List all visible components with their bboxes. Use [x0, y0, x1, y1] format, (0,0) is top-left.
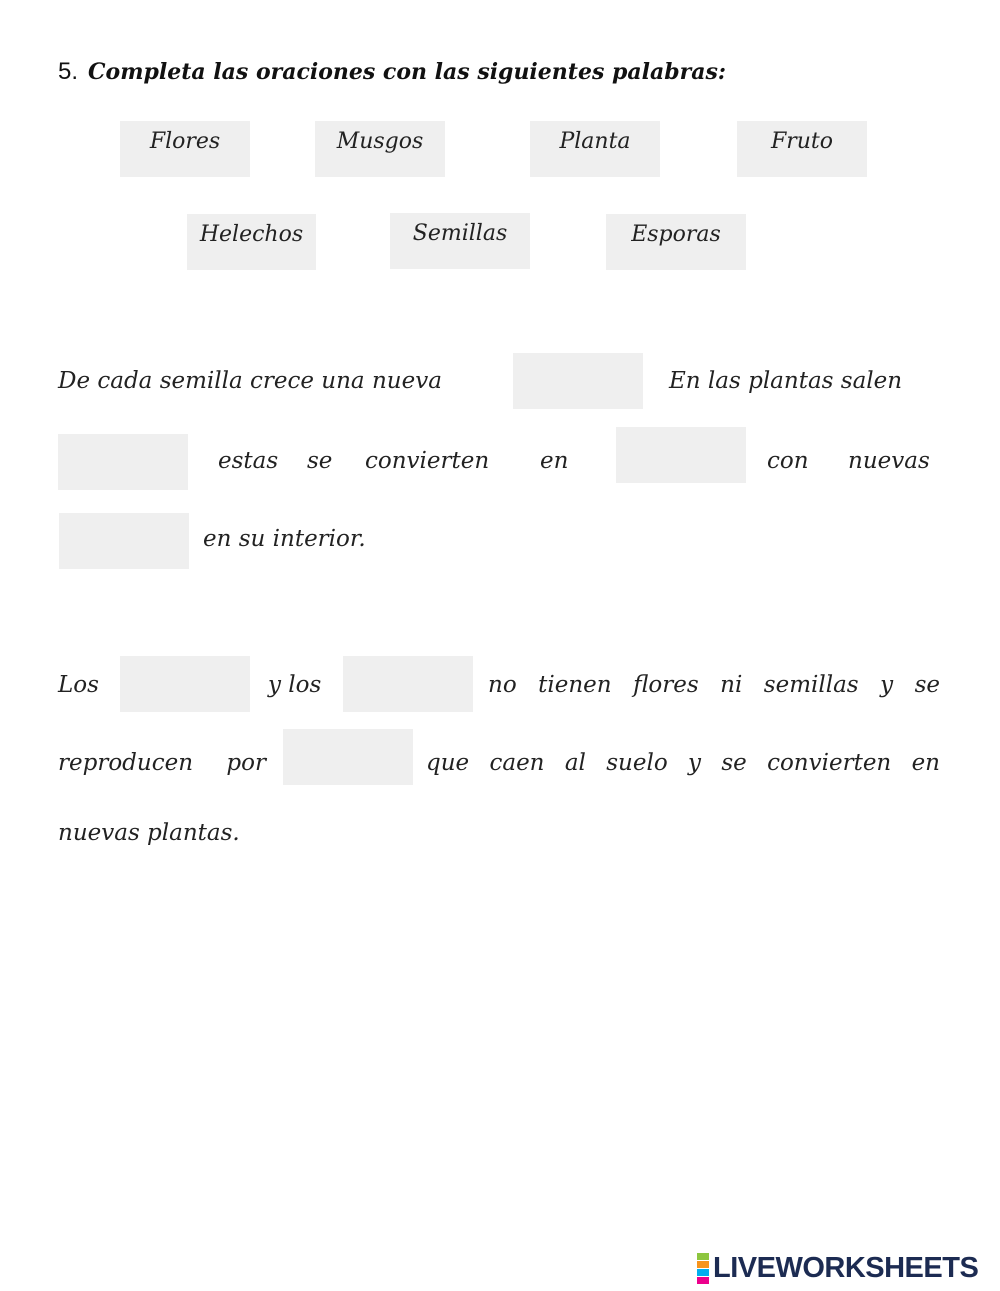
- p1-line2-word-3: convierten: [365, 448, 490, 474]
- word-card-esporas[interactable]: Esporas: [606, 214, 746, 270]
- p2-line1-text-a: Los: [58, 672, 99, 698]
- exercise-title: [58, 58, 726, 92]
- p1-line1-text-a: De cada semilla crece una nueva: [58, 368, 442, 394]
- p2-line2-text-b: que caen al suelo y se convierten en: [426, 750, 940, 776]
- liveworksheets-logo-icon: [697, 1253, 709, 1284]
- word-card-flores[interactable]: Flores: [120, 121, 250, 177]
- blank-5[interactable]: [120, 656, 250, 712]
- blank-1[interactable]: [513, 353, 643, 409]
- blank-6[interactable]: [343, 656, 473, 712]
- logo-square-2: [697, 1261, 709, 1268]
- logo-square-1: [697, 1253, 709, 1260]
- logo-square-3: [697, 1269, 709, 1276]
- p1-line1-text-b: En las plantas salen: [669, 368, 903, 394]
- p2-line2-text-a: reproducen por: [58, 750, 266, 776]
- p2-line1-text-b: y los: [268, 672, 322, 698]
- p1-line2-word-1: estas: [218, 448, 279, 474]
- blank-4[interactable]: [59, 513, 189, 569]
- p2-line1-text-c: no tienen flores ni semillas y se: [488, 672, 940, 698]
- word-card-helechos[interactable]: Helechos: [187, 214, 316, 270]
- liveworksheets-logo: [697, 1251, 978, 1285]
- logo-text: LIVEWORKSHEETS: [713, 1251, 979, 1284]
- word-card-semillas[interactable]: Semillas: [390, 213, 530, 269]
- exercise-number: 5.: [58, 58, 79, 85]
- p2-line3-text: nuevas plantas.: [58, 820, 240, 846]
- word-card-fruto[interactable]: Fruto: [737, 121, 867, 177]
- p1-line3-text: en su interior.: [203, 526, 366, 552]
- exercise-instruction: Completa las oraciones con las siguientes palabras:: [88, 59, 726, 85]
- word-card-musgos[interactable]: Musgos: [315, 121, 445, 177]
- p1-line2-word-2: se: [307, 448, 333, 474]
- p1-line2-word-4: en: [540, 448, 569, 474]
- blank-3[interactable]: [616, 427, 746, 483]
- word-card-planta[interactable]: Planta: [530, 121, 660, 177]
- logo-square-4: [697, 1277, 709, 1284]
- p1-line2-word-6: nuevas: [848, 448, 930, 474]
- p1-line2-word-5: con: [767, 448, 809, 474]
- blank-2[interactable]: [58, 434, 188, 490]
- blank-7[interactable]: [283, 729, 413, 785]
